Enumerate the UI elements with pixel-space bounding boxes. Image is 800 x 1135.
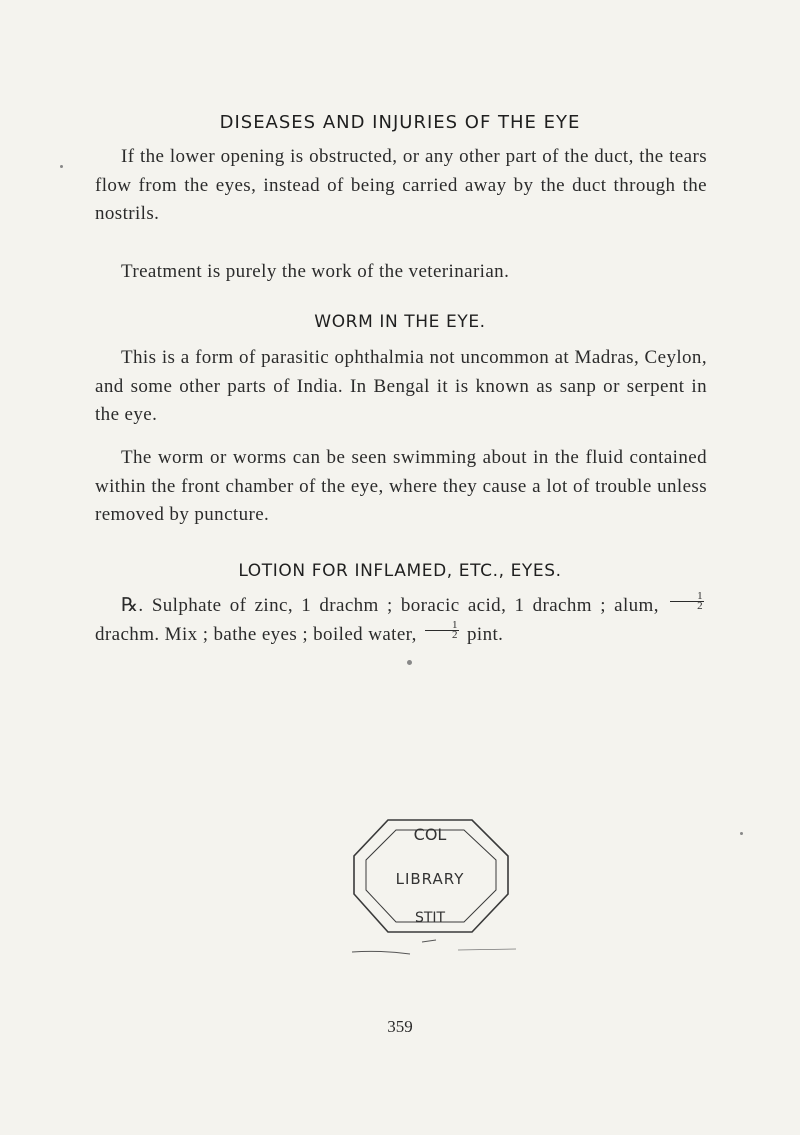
fraction-half-drachm: $\frac{1}{2}$ [670,592,704,611]
stamp-middle-text: LIBRARY [395,870,465,888]
paragraph-recipe [95,592,707,649]
library-stamp [340,800,520,960]
recipe-text [95,592,707,649]
paragraph-text: Treatment is purely the work of the veterinarian. [121,261,510,282]
running-head: DISEASES AND INJURIES OF THE EYE [219,112,581,133]
page-number: 359 [387,1017,413,1036]
paragraph-treatment [95,258,707,287]
stamp-underline-left [352,951,410,954]
paragraph-worm-removal [95,444,707,530]
stamp-mark [422,940,436,942]
paragraph-text: If the lower opening is obstructed, or any other part of the duct, the tears flow from the eyes, instead of being carried away by the duct through the nostrils. [95,146,707,224]
ink-speck [740,832,743,835]
recipe-part-3: pint. [461,623,504,645]
fraction-half-pint: $\frac{1}{2}$ [425,621,459,640]
recipe-part-1: ℞. Sulphate of zinc, 1 drachm ; boracic acid, 1 drachm ; alum, [121,595,668,616]
stamp-underline-right [458,949,516,950]
paragraph-duct-obstruction [95,143,707,229]
stamp-top-text: COL [413,825,447,844]
paragraph-text: This is a form of parasitic ophthalmia not uncommon at Madras, Ceylon, and some other parts of India. In Bengal it is known as sanp or serpent in the eye. [95,347,707,425]
ink-speck [407,660,412,665]
paragraph-text: The worm or worms can be seen swimming about in the fluid contained within the front chamber of the eye, where they cause a lot of trouble unless removed by puncture. [95,447,707,525]
heading-worm-in-eye: WORM IN THE EYE. [314,312,486,332]
paragraph-parasitic-ophthalmia [95,344,707,430]
ink-speck [60,165,63,168]
heading-lotion: LOTION FOR INFLAMED, ETC., EYES. [238,561,562,581]
recipe-part-2: drachm. Mix ; bathe eyes ; boiled water, [95,623,422,645]
stamp-bottom-text: STIT [414,910,446,926]
